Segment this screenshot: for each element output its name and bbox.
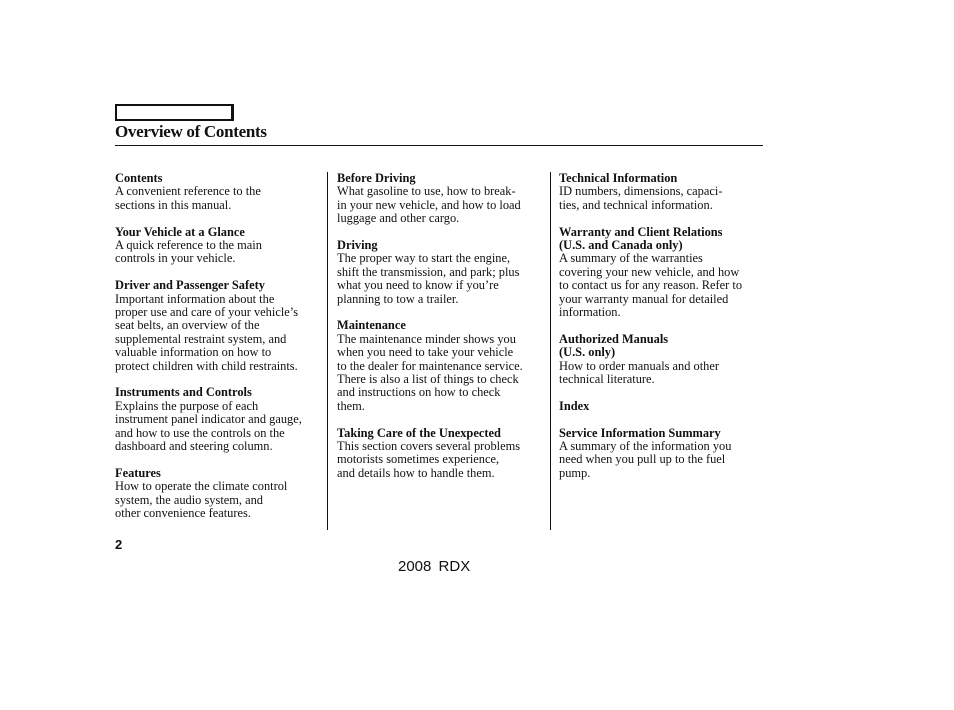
column-divider	[327, 172, 328, 530]
entry-title: Driving	[337, 238, 378, 253]
entry-title: Index	[559, 398, 590, 413]
column-divider	[550, 172, 551, 530]
title-rule	[115, 145, 763, 146]
entry-instruments-controls	[115, 386, 327, 453]
entry-description: How to order manuals and other technical literature.	[559, 358, 720, 387]
entry-title: Warranty and Client Relations (U.S. and Canada only)	[559, 224, 723, 253]
entry-title: Technical Information	[559, 171, 678, 185]
entry-before-driving	[337, 172, 549, 226]
entry-your-vehicle-at-a-glance	[115, 226, 327, 266]
entry-service-information-summary	[559, 427, 767, 481]
entry-title: Authorized Manuals (U.S. only)	[559, 331, 669, 360]
entry-driver-passenger-safety	[115, 279, 327, 373]
entry-description: What gasoline to use, how to break- in your new vehicle, and how to load luggage and other cargo.	[337, 184, 521, 226]
entry-title: Driver and Passenger Safety	[115, 278, 265, 293]
column-2	[337, 172, 549, 494]
entry-description: How to operate the climate control system, the audio system, and other convenience features.	[115, 479, 288, 521]
entry-description: ID numbers, dimensions, capaci- ties, and technical information.	[559, 184, 723, 212]
entry-technical-information	[559, 172, 767, 212]
entry-description: The proper way to start the engine, shift the transmission, and park; plus what you need to know if you’re planning to tow a trailer.	[337, 251, 520, 306]
footer-model: 2008 RDX	[398, 558, 471, 575]
entry-title: Before Driving	[337, 171, 416, 185]
entry-taking-care-of-the-unexpected	[337, 427, 549, 481]
entry-title: Service Information Summary	[559, 425, 721, 440]
entry-description: Important information about the proper use and care of your vehicle’s seat belts, an overview of the supplemental restraint system, and valuable information on how to protect children with child restraints.	[115, 291, 299, 373]
page-number: 2	[115, 537, 123, 552]
entry-description: A convenient reference to the sections in this manual.	[115, 184, 261, 212]
entry-contents	[115, 172, 327, 212]
entry-title: Instruments and Controls	[115, 385, 252, 400]
entry-driving	[337, 239, 549, 306]
entry-index	[559, 400, 767, 413]
entry-warranty-client-relations	[559, 226, 767, 320]
entry-maintenance	[337, 319, 549, 413]
entry-description: The maintenance minder shows you when you need to take your vehicle to the dealer for maintenance service. There is also a list of things to check and instructions on how to check them.	[337, 331, 523, 413]
entry-description: A summary of the warranties covering your new vehicle, and how to contact us for any reason. Refer to your warranty manual for detailed information.	[559, 251, 743, 320]
entry-description: Explains the purpose of each instrument panel indicator and gauge, and how to use the controls on the dashboard and steering column.	[115, 398, 302, 454]
entry-title: Maintenance	[337, 318, 406, 333]
section-tab-box	[115, 104, 234, 121]
entry-features	[115, 467, 327, 521]
entry-authorized-manuals	[559, 333, 767, 387]
column-1	[115, 172, 327, 534]
page-title: Overview of Contents	[115, 122, 267, 141]
entry-title: Taking Care of the Unexpected	[337, 425, 501, 440]
entry-title: Contents	[115, 171, 163, 185]
column-3	[559, 172, 767, 494]
entry-description: A summary of the information you need when you pull up to the fuel pump.	[559, 439, 732, 480]
entry-title: Features	[115, 465, 161, 480]
entry-description: A quick reference to the main controls in your vehicle.	[115, 238, 262, 266]
entry-description: This section covers several problems motorists sometimes experience, and details how to handle them.	[337, 439, 521, 480]
entry-title: Your Vehicle at a Glance	[115, 224, 245, 239]
